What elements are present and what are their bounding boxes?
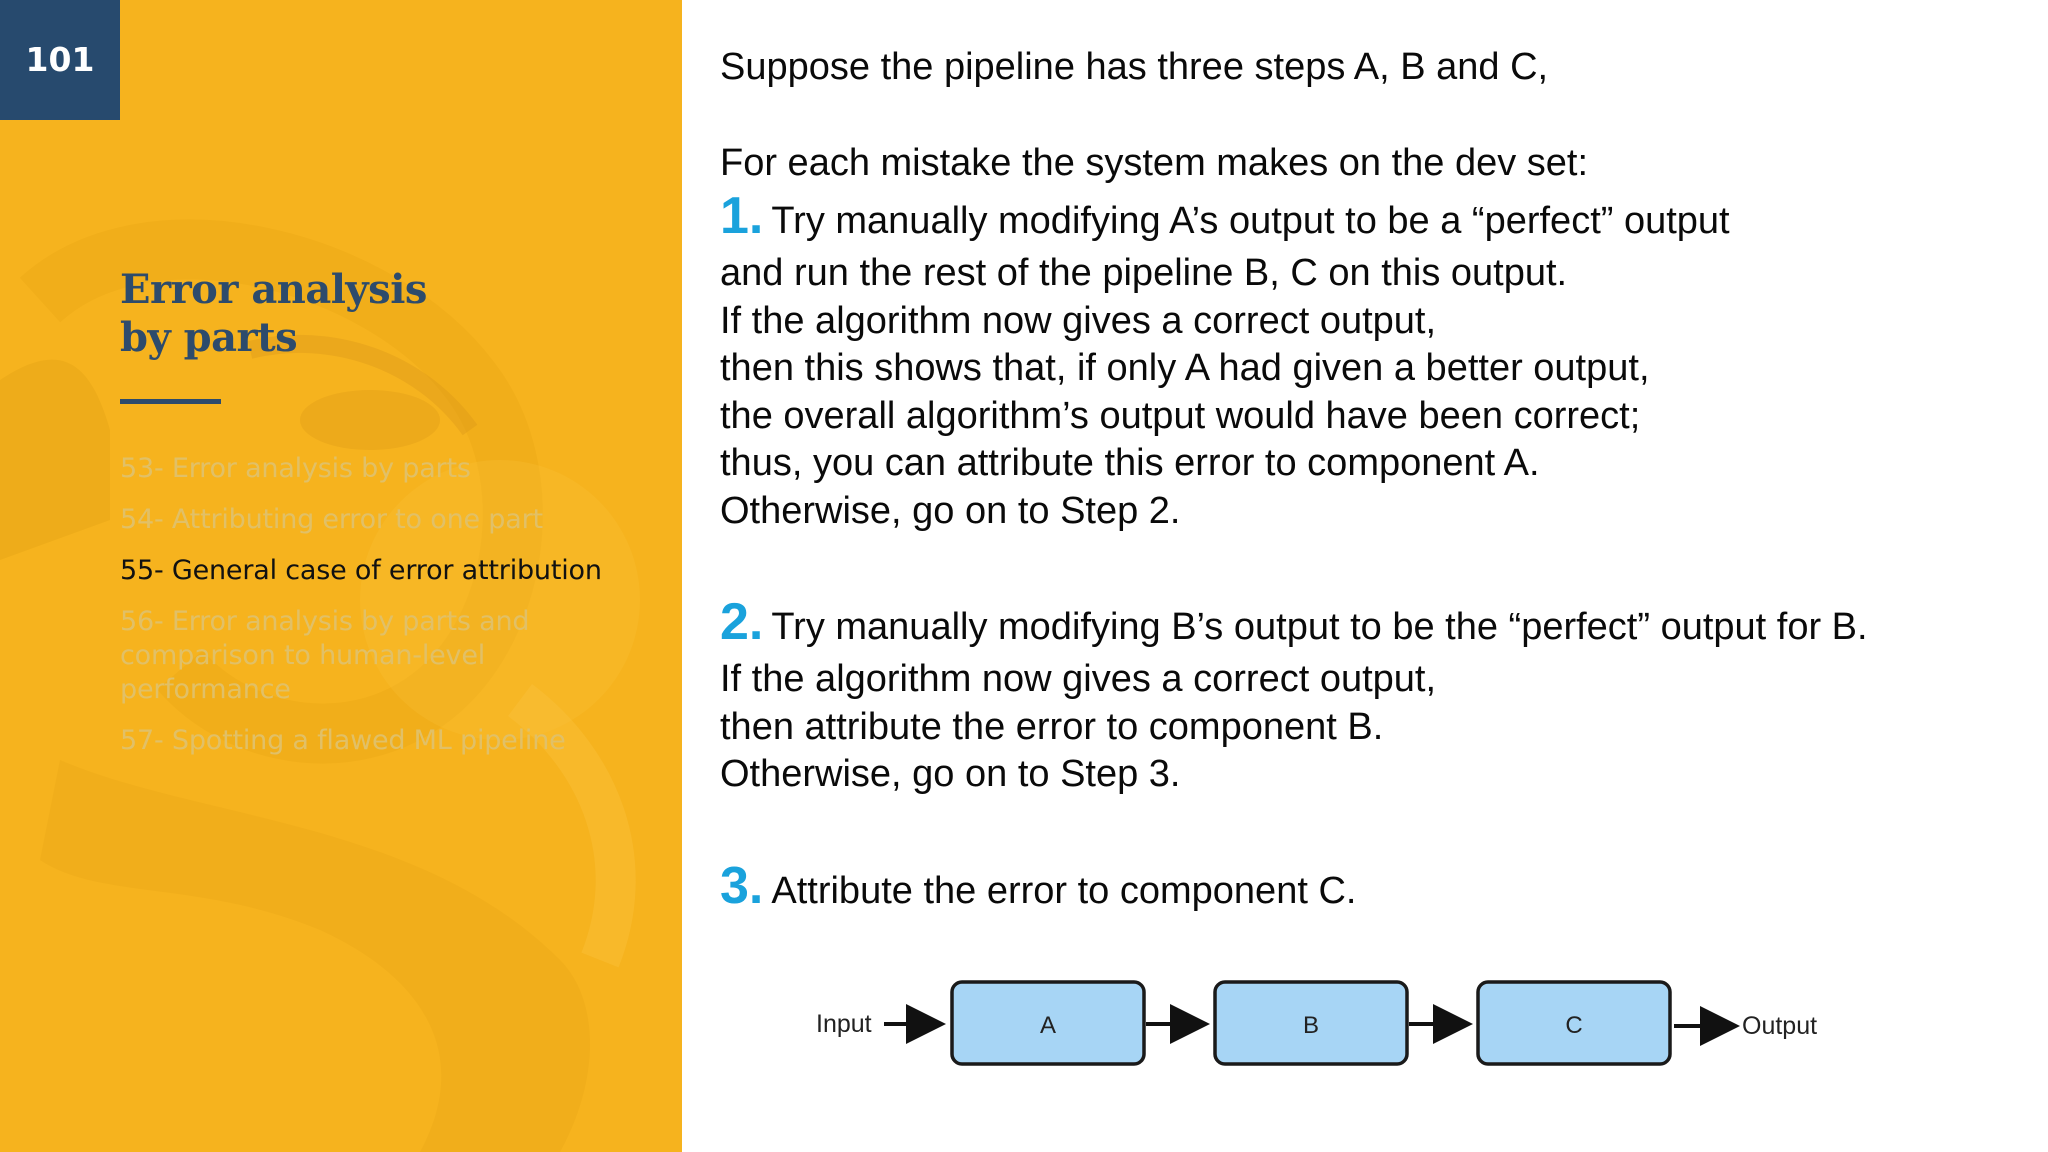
step-2-heading bbox=[720, 593, 2020, 656]
step-1-first-line: Try manually modifying A’s output to be a “perfect” output bbox=[771, 200, 1730, 242]
step-3-heading bbox=[720, 857, 2020, 920]
step-1-number: 1. bbox=[720, 187, 764, 245]
step-2-line: Otherwise, go on to Step 3. bbox=[720, 753, 1181, 795]
toc-item-53[interactable]: 53- Error analysis by parts bbox=[120, 453, 471, 484]
component-c-label: C bbox=[1565, 1012, 1583, 1039]
step-1-line: the overall algorithm’s output would have been correct; bbox=[720, 394, 1641, 437]
toc-item-56-continued-2[interactable]: performance bbox=[120, 674, 291, 705]
step-2-first-line: Try manually modifying B’s output to be the “perfect” output for B. bbox=[771, 606, 1868, 648]
output-label: Output bbox=[1742, 1012, 1818, 1040]
pipeline-svg bbox=[800, 970, 1860, 1090]
toc-item-56-continued[interactable]: comparison to human-level bbox=[120, 640, 486, 671]
component-a-label: A bbox=[1039, 1012, 1057, 1039]
title-underline bbox=[120, 399, 221, 404]
toc-item-56[interactable]: 56- Error analysis by parts and bbox=[120, 606, 530, 637]
sidebar-panel bbox=[0, 0, 682, 1152]
step-1-line: If the algorithm now gives a correct output, bbox=[720, 299, 1437, 342]
step-1-line: Otherwise, go on to Step 2. bbox=[720, 489, 1181, 532]
toc-item-55-active[interactable]: 55- General case of error attribution bbox=[120, 555, 602, 586]
toc-item-57[interactable]: 57- Spotting a flawed ML pipeline bbox=[120, 725, 566, 756]
main-content bbox=[720, 44, 2020, 920]
table-of-contents bbox=[120, 452, 640, 775]
lead-text: For each mistake the system makes on the dev set: bbox=[720, 141, 1589, 184]
step-2-line: then attribute the error to component B. bbox=[720, 705, 1384, 748]
step-1-line: thus, you can attribute this error to component A. bbox=[720, 442, 1540, 484]
page-number-badge: 101 bbox=[0, 0, 120, 120]
step-2-number: 2. bbox=[720, 593, 764, 651]
pipeline-diagram bbox=[800, 970, 1860, 1090]
step-1-line: and run the rest of the pipeline B, C on this output. bbox=[720, 252, 1568, 294]
step-3-first-line: Attribute the error to component C. bbox=[771, 869, 1357, 912]
step-1-heading bbox=[720, 187, 2020, 250]
step-3-number: 3. bbox=[720, 856, 764, 915]
step-2-line: If the algorithm now gives a correct output, bbox=[720, 658, 1437, 700]
intro-text: Suppose the pipeline has three steps A, B and C, bbox=[720, 46, 1549, 88]
section-title-line-2: by parts bbox=[120, 314, 298, 361]
toc-item-54[interactable]: 54- Attributing error to one part bbox=[120, 504, 543, 535]
component-b-label: B bbox=[1302, 1012, 1320, 1039]
section-title bbox=[120, 266, 600, 362]
input-label: Input bbox=[816, 1010, 872, 1038]
section-title-line-1: Error analysis bbox=[120, 266, 427, 313]
step-1-line: then this shows that, if only A had given a better output, bbox=[720, 347, 1650, 389]
